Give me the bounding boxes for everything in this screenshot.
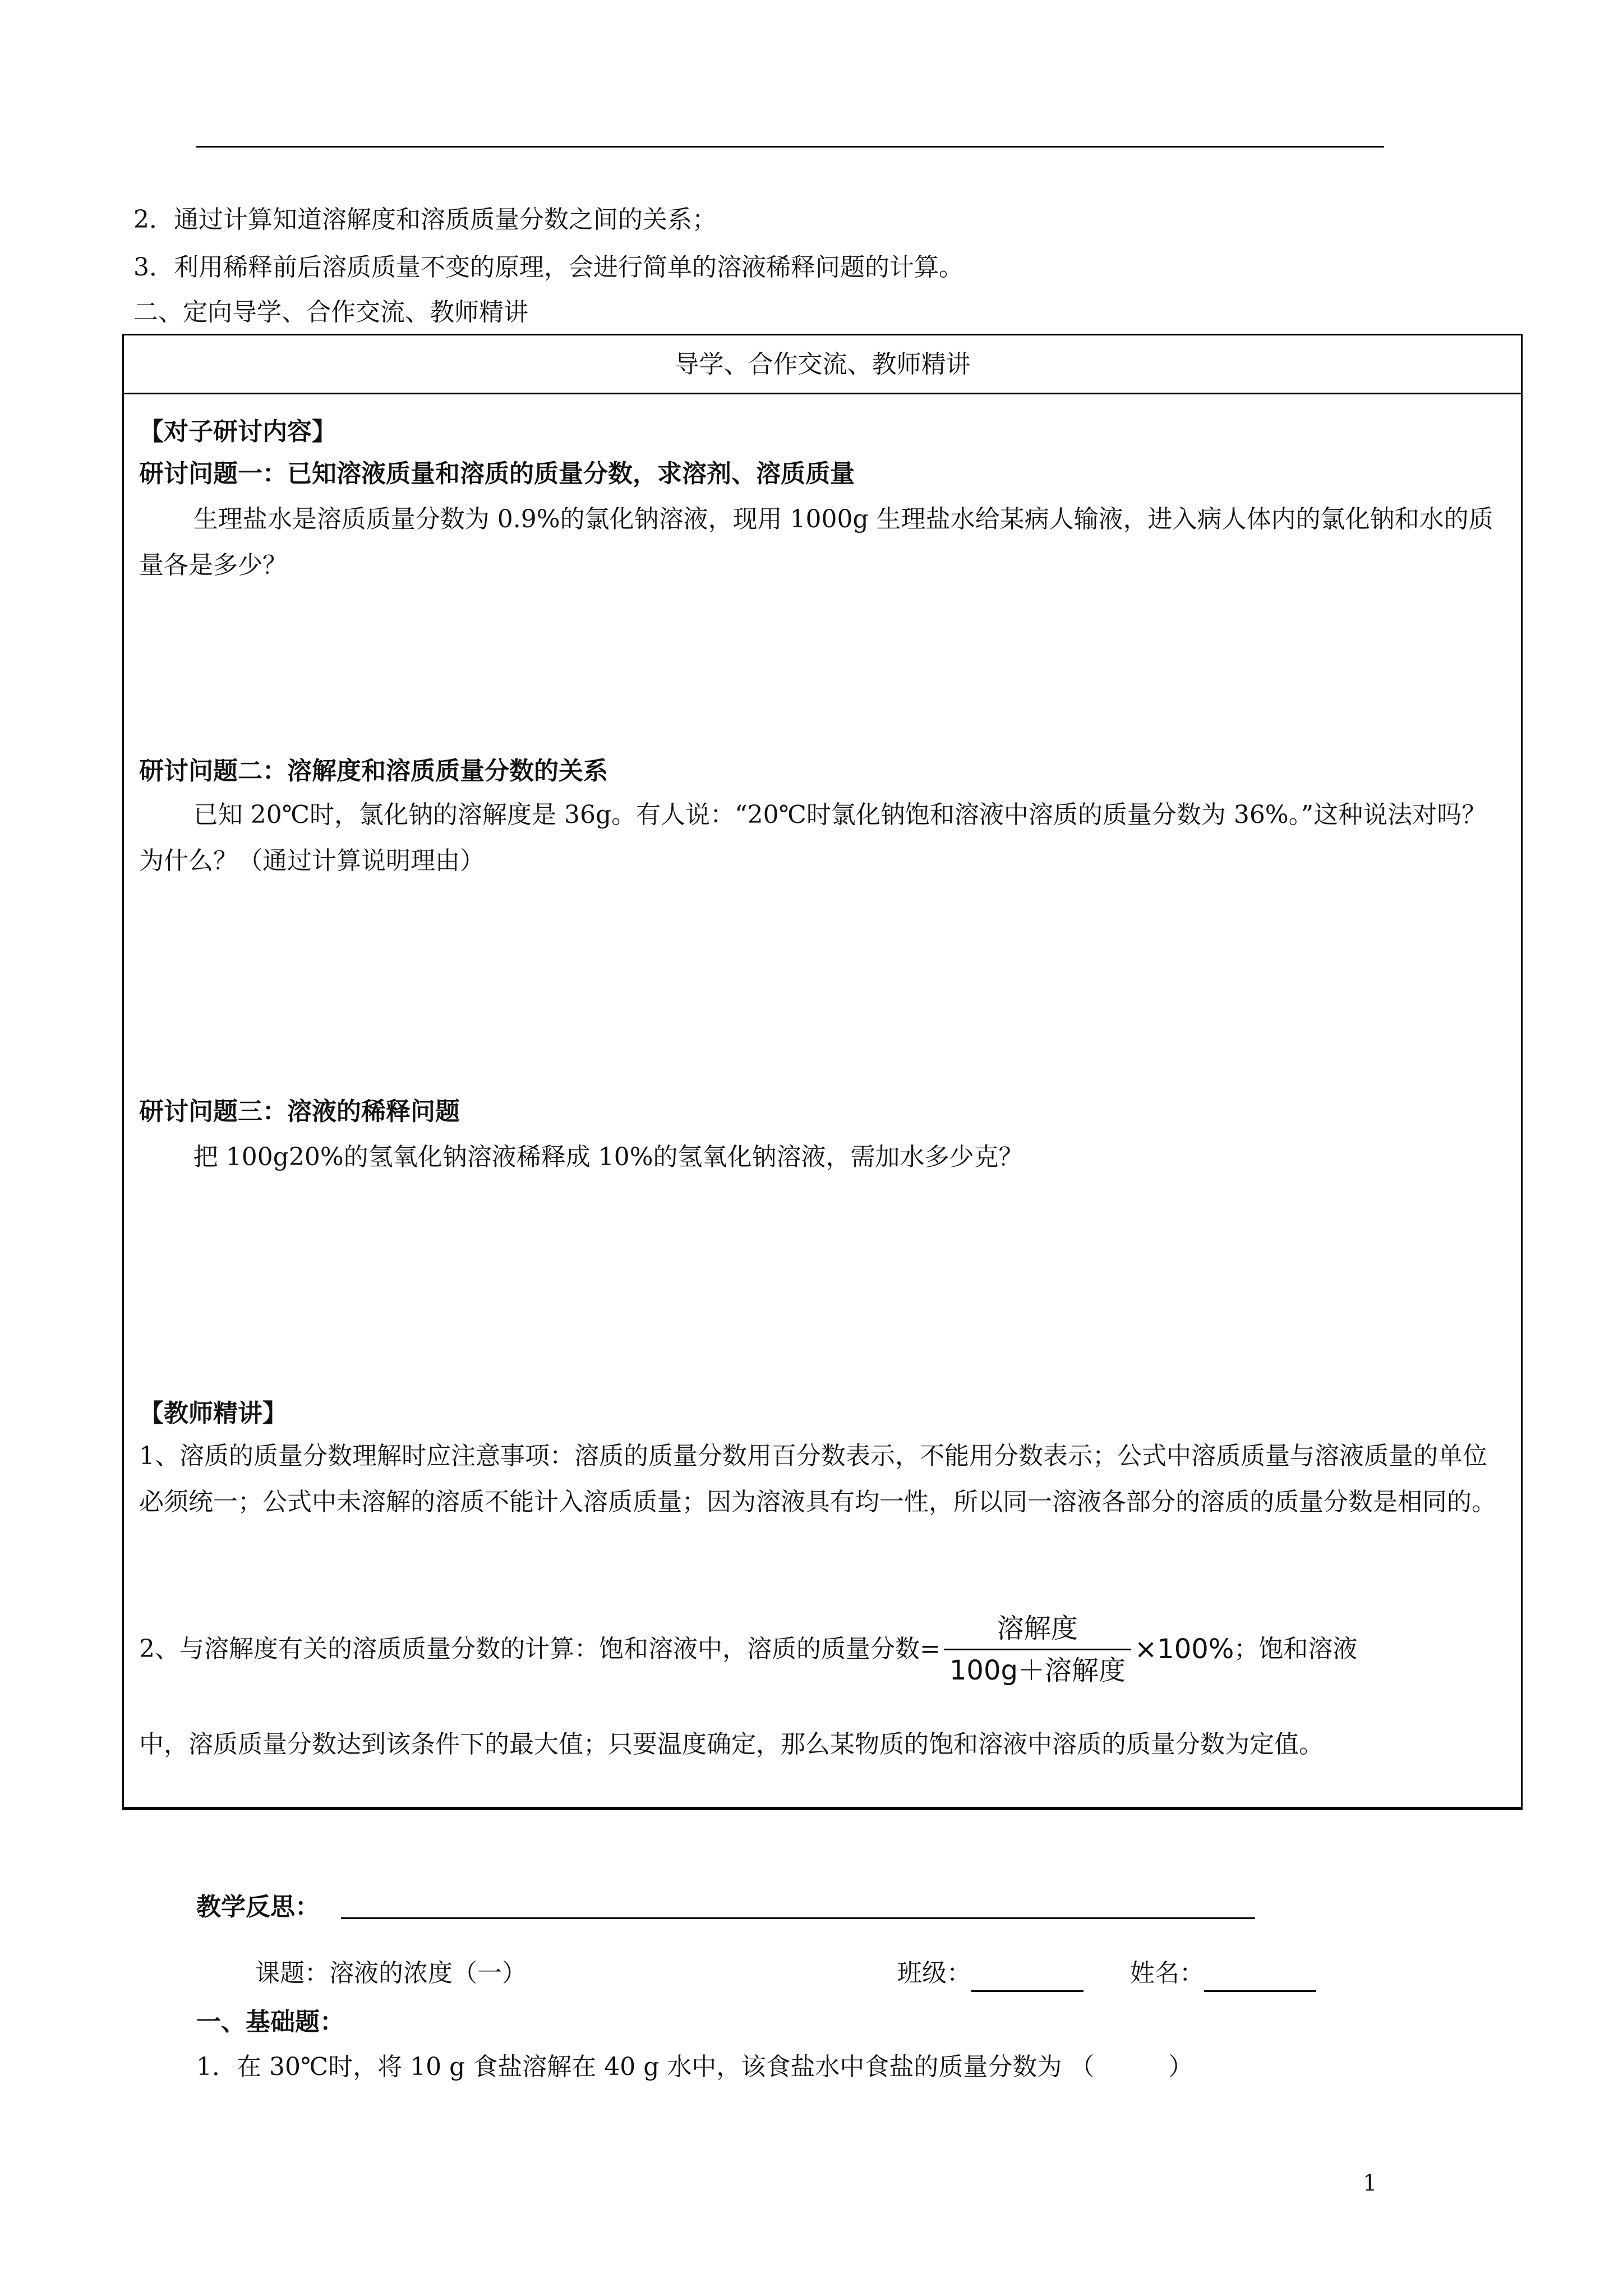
reflection-line xyxy=(341,1917,1255,1919)
teacher-point-2-after: ；饱和溶液 xyxy=(1234,1635,1358,1663)
teacher-point-2-prefix: 2、与溶解度有关的溶质质量分数的计算：饱和溶液中，溶质的质量分数= xyxy=(139,1635,940,1663)
header-rule xyxy=(196,146,1384,148)
name-blank xyxy=(1204,1957,1316,1992)
teacher-point-1: 1、溶质的质量分数理解时应注意事项：溶质的质量分数用百分数表示，不能用分数表示；公式中溶质质量与溶液质量的单位必须统一；公式中未溶解的溶质不能计入溶质质量；因为溶液具有均一性，所以同一溶液各部分的溶质的质量分数是相同的。 xyxy=(139,1442,1496,1516)
teacher-heading: 【教师精讲】 xyxy=(139,1399,287,1428)
table-header-rule xyxy=(122,393,1523,394)
basic-section-title: 一、基础题： xyxy=(196,2008,344,2036)
class-label: 班级： xyxy=(897,1959,971,1987)
reflection-label: 教学反思： xyxy=(196,1893,320,1921)
question-3-text: 把 100g20%的氢氧化钠溶液稀释成 10%的氢氧化钠溶液，需加水多少克？ xyxy=(193,1143,1023,1171)
question-2-text: 已知 20℃时，氯化钠的溶解度是 36g。有人说：“20℃时氯化钠饱和溶液中溶质的质量分数为 36%。”这种说法对吗？为什么？（通过计算说明理由） xyxy=(139,800,1487,875)
question-1-text: 生理盐水是溶质质量分数为 0.9%的氯化钠溶液，现用 1000g 生理盐水给某病人输液，进入病人体内的氯化钠和水的质量各是多少？ xyxy=(139,505,1493,579)
teacher-point-2-line2: 中，溶质质量分数达到该条件下的最大值；只要温度确定，那么某物质的饱和溶液中溶质的质量分数为定值。 xyxy=(139,1730,1324,1759)
class-field xyxy=(897,1957,1083,1992)
basic-question-1: 1．在 30℃时，将 10 g 食盐溶解在 40 g 水中，该食盐水中食盐的质量分数为 （ ） xyxy=(196,2053,1193,2081)
course-title: 课题：溶液的浓度（一） xyxy=(255,1959,527,1987)
question-2-title: 研讨问题二：溶解度和溶质质量分数的关系 xyxy=(139,757,608,785)
class-blank xyxy=(971,1957,1083,1992)
discussion-heading: 【对子研讨内容】 xyxy=(139,417,336,446)
name-field xyxy=(1130,1957,1316,1992)
objective-2: 2．通过计算知道溶解度和溶质质量分数之间的关系； xyxy=(133,205,717,234)
objective-3: 3．利用稀释前后溶质质量不变的原理，会进行简单的溶液稀释问题的计算。 xyxy=(133,253,963,282)
name-label: 姓名： xyxy=(1130,1959,1204,1987)
page-number: 1 xyxy=(1363,2170,1377,2196)
question-3-title: 研讨问题三：溶液的稀释问题 xyxy=(139,1097,460,1126)
formula-suffix: ×100% xyxy=(1134,1634,1234,1665)
question-1-title: 研讨问题一：已知溶液质量和溶质的质量分数，求溶剂、溶质质量 xyxy=(139,459,855,488)
solubility-formula xyxy=(944,1612,1131,1687)
formula-numerator: 溶解度 xyxy=(997,1612,1078,1644)
section-2-title: 二、定向导学、合作交流、教师精讲 xyxy=(133,298,528,326)
formula-denominator: 100g＋溶解度 xyxy=(949,1654,1126,1686)
table-header: 导学、合作交流、教师精讲 xyxy=(674,350,971,379)
teacher-point-2 xyxy=(139,1613,1357,1686)
